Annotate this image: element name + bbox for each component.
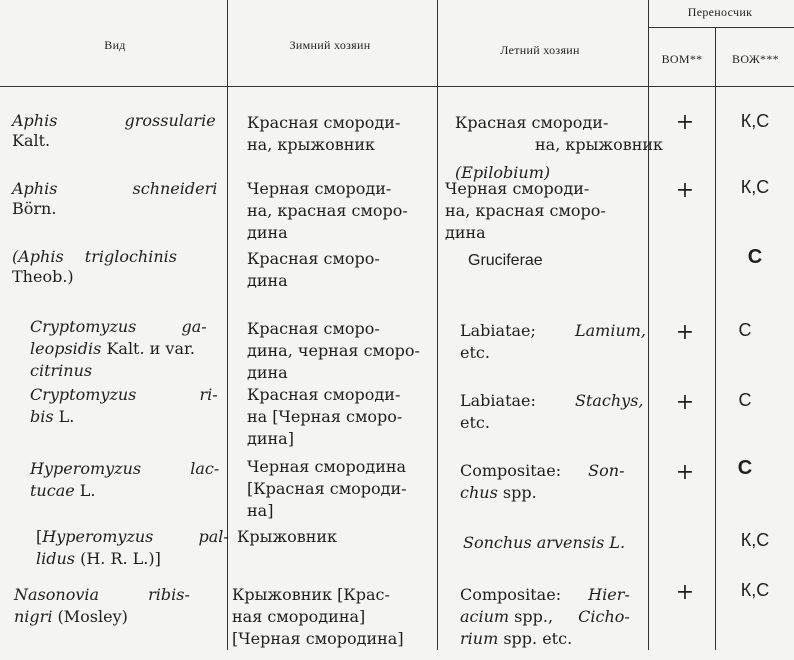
vom-mark: + (675, 390, 695, 415)
summer-host-text: Labiatae; (460, 321, 536, 340)
vozh-mark: К,С (740, 177, 770, 197)
species-name (30, 458, 219, 502)
summer-host-line: на, крыжовник (535, 135, 664, 154)
winter-host (247, 248, 380, 292)
species-line (30, 338, 207, 360)
species-name (14, 584, 190, 628)
summer-host-line: (Epilobium) (455, 163, 551, 182)
summer-host-italic: Lamium, (574, 321, 646, 340)
species-author: Kalt. (12, 131, 51, 150)
species-author: (Mosley) (52, 607, 128, 626)
species-line (36, 548, 229, 570)
summer-host-line (460, 628, 630, 650)
species-line: citrinus (30, 361, 93, 380)
species-line: Cryptomyzus ri- (30, 385, 218, 404)
header-species: Вид (104, 38, 126, 52)
species-line (30, 480, 219, 502)
winter-host-line: дина] (247, 429, 294, 448)
species-name (30, 316, 207, 382)
summer-host-line (460, 606, 630, 628)
winter-host (247, 112, 400, 156)
species-author: (H. R. L.)] (75, 549, 161, 568)
summer-host-line (460, 584, 630, 606)
vom-mark: + (675, 460, 695, 485)
winter-host-line: Красная смороди- (247, 385, 401, 404)
header-bottom-rule (0, 86, 794, 87)
summer-host-text: Labiatae: (460, 391, 536, 410)
species-author: L. (74, 481, 96, 500)
winter-host (247, 384, 402, 450)
summer-host-italic: Stachys, (574, 391, 644, 410)
species-name: Aphis grossularie (12, 111, 216, 130)
winter-host-line: Красная смороди- (247, 113, 401, 132)
winter-host-line: Красная сморо- (247, 249, 380, 268)
header-vectors: Переносчик (687, 5, 753, 19)
winter-host-line: [Красная смороди- (247, 479, 407, 498)
winter-host-line: дина (247, 223, 288, 242)
vom-mark: + (675, 580, 695, 605)
winter-host (247, 178, 408, 244)
summer-host-line: Gruciferae (468, 252, 543, 269)
vozh-mark: К,С (740, 111, 770, 131)
summer-host-text: spp. (497, 483, 537, 502)
species-bracket: [ (36, 527, 43, 546)
header-winter-host: Зимний хозяин (289, 38, 371, 52)
winter-host-line: дина, черная сморо- (247, 341, 420, 360)
summer-host-text: Compositae: (460, 461, 562, 480)
winter-host-line: дина (247, 271, 288, 290)
header-top-rule (648, 27, 794, 28)
species-line: Hyperomyzus lac- (30, 459, 220, 478)
summer-host-line: etc. (460, 413, 490, 432)
winter-host (247, 456, 407, 522)
species-italic: lidus (36, 549, 75, 568)
summer-host-line: etc. (460, 343, 490, 362)
species-line (14, 606, 190, 628)
winter-host (247, 318, 420, 384)
species-italic: tucae (30, 481, 75, 500)
winter-host-line: Черная смородина (247, 457, 407, 476)
species-author: Börn. (12, 199, 57, 218)
winter-host-line: Крыжовник (237, 527, 338, 546)
winter-host-line: Красная сморо- (247, 319, 380, 338)
vom-mark: + (675, 178, 695, 203)
winter-host-line: Черная смороди- (247, 179, 392, 198)
summer-host (445, 178, 606, 244)
summer-host-line: на, красная сморо- (445, 201, 606, 220)
winter-host (232, 584, 404, 650)
col-divider-3 (648, 0, 649, 650)
vozh-mark: К,С (740, 580, 770, 600)
summer-host-italic: Cicho- (578, 607, 630, 626)
header-vozh: ВОЖ*** (732, 52, 779, 66)
species-name: (Aphis triglochinis (12, 247, 177, 266)
summer-host (460, 584, 630, 650)
summer-host-line: Красная смороди- (455, 113, 609, 132)
species-name: Aphis schneideri (12, 179, 218, 198)
species-line (36, 526, 229, 548)
summer-host (468, 250, 543, 272)
vozh-mark: С (738, 390, 752, 410)
winter-host-line: на [Черная сморо- (247, 407, 403, 426)
col-divider-2 (437, 0, 438, 650)
vom-mark: + (675, 320, 695, 345)
winter-host-line: на, крыжовник (247, 135, 376, 154)
species-line: Cryptomyzus ga- (30, 317, 207, 336)
summer-host (460, 460, 624, 504)
summer-host (460, 320, 646, 364)
species-author: L. (53, 407, 75, 426)
summer-host-italic: acium (460, 607, 510, 626)
species-name (30, 384, 218, 428)
species-italic: nigri (14, 607, 53, 626)
vozh-mark: К,С (740, 530, 770, 550)
winter-host (237, 526, 337, 548)
header-summer-host: Летний хозяин (500, 43, 580, 57)
species-author: Kalt. и var. (101, 339, 195, 358)
summer-host (455, 112, 663, 184)
vozh-mark: С (738, 320, 752, 340)
summer-host-italic: rium (460, 629, 499, 648)
species-name (36, 526, 229, 570)
summer-host-italic: chus (460, 483, 498, 502)
species-italic: Hyperomyzus pal- (42, 527, 229, 546)
summer-host-italic: Son- (588, 461, 625, 480)
summer-host-text: spp., (509, 607, 554, 626)
summer-host-line: Черная смороди- (445, 179, 590, 198)
summer-host-line (460, 482, 624, 504)
summer-host-line (460, 320, 646, 342)
vozh-mark: С (737, 457, 753, 479)
species-author: Theob.) (12, 267, 74, 286)
summer-host: Sonchus arvensis L. (463, 533, 626, 552)
species-italic: bis (30, 407, 54, 426)
winter-host-line: [Черная смородина] (232, 629, 404, 648)
species-line (30, 406, 218, 428)
winter-host-line: на] (247, 501, 274, 520)
winter-host-line: на, красная сморо- (247, 201, 408, 220)
summer-host-text: Compositae: (460, 585, 562, 604)
vom-mark: + (675, 110, 695, 135)
header-vom: ВОМ** (661, 52, 703, 66)
summer-host-text: spp. etc. (498, 629, 573, 648)
winter-host-line: ная смородина] (232, 607, 366, 626)
summer-host (460, 390, 644, 434)
vozh-mark: С (747, 246, 763, 268)
winter-host-line: Крыжовник [Крас- (232, 585, 390, 604)
summer-host-line (460, 460, 624, 482)
summer-host-line (460, 390, 644, 412)
summer-host-line: дина (445, 223, 486, 242)
species-line: Nasonovia ribis- (14, 585, 190, 604)
winter-host-line: дина (247, 363, 288, 382)
summer-host-italic: Hier- (588, 585, 630, 604)
species-italic: leopsidis (30, 339, 102, 358)
